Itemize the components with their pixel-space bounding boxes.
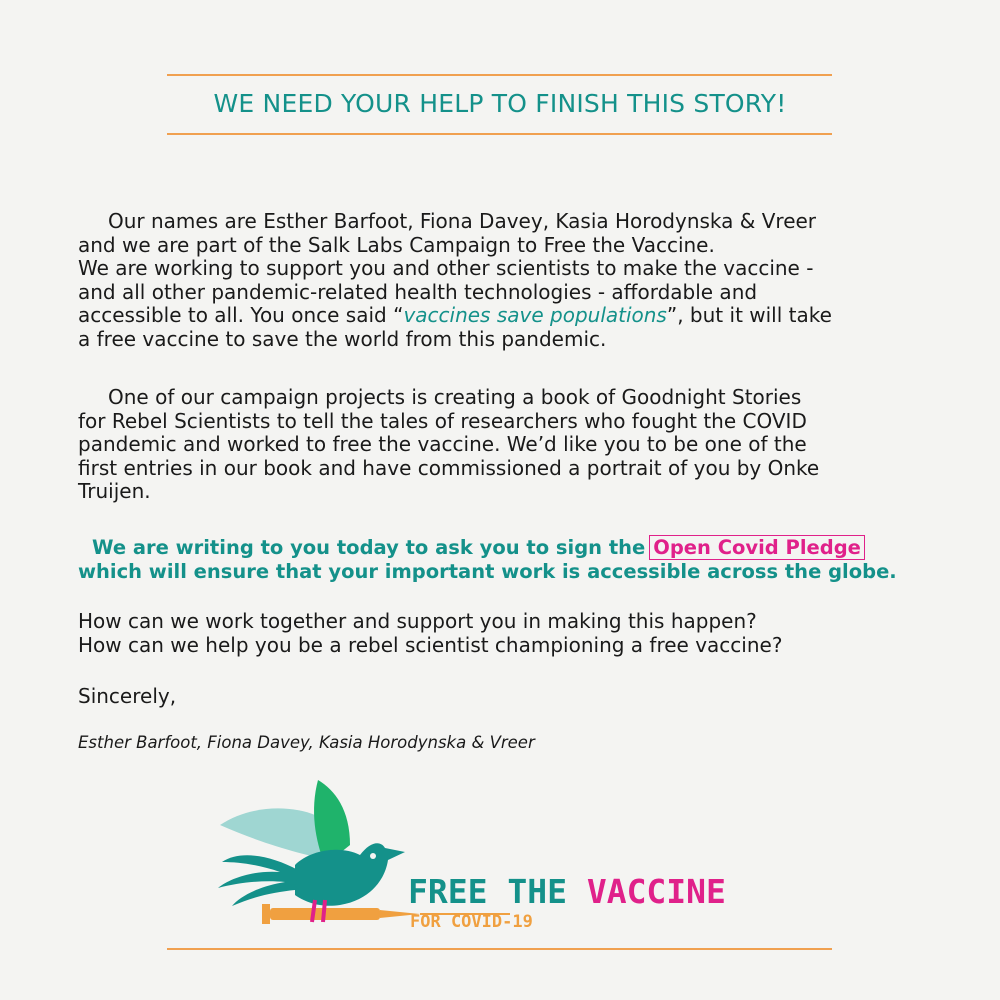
open-covid-pledge-link[interactable]: Open Covid Pledge (649, 535, 865, 560)
project-line: Truijen. (78, 479, 151, 504)
quote-text: vaccines save populations (403, 303, 667, 328)
project-paragraph (78, 386, 938, 504)
project-line: for Rebel Scientists to tell the tales of researchers who fought the COVID (78, 408, 807, 433)
intro-line: We are working to support you and other scientists to make the vaccine - (78, 256, 814, 281)
top-divider (167, 74, 832, 76)
question-line: How can we work together and support you in making this happen? (78, 609, 757, 633)
question-paragraph (78, 610, 938, 657)
intro-line: accessible to all. You once said “ (78, 303, 404, 328)
intro-line: and we are part of the Salk Labs Campaign to Free the Vaccine. (78, 232, 715, 257)
title-underline-divider (167, 133, 832, 135)
signature: Esther Barfoot, Fiona Davey, Kasia Horodynska & Vreer (78, 733, 535, 752)
intro-line: ”, but it will take (666, 303, 832, 328)
project-line: pandemic and worked to free the vaccine. We’d like you to be one of the (78, 432, 807, 457)
pledge-callout (78, 536, 938, 584)
logo-subtitle: FOR COVID-19 (410, 912, 533, 932)
intro-paragraph (78, 210, 938, 352)
project-line: One of our campaign projects is creating a book of Goodnight Stories (108, 385, 802, 409)
intro-line: Our names are Esther Barfoot, Fiona Davey, Kasia Horodynska & Vreer (108, 209, 817, 233)
page-title: WE NEED YOUR HELP TO FINISH THIS STORY! (213, 89, 787, 118)
callout-text: We are writing to you today to ask you to sign the (92, 536, 646, 559)
project-line: first entries in our book and have commissioned a portrait of you by Onke (78, 455, 820, 480)
logo-word-free-the: FREE THE (408, 872, 567, 911)
intro-line: and all other pandemic-related health technologies - affordable and (78, 279, 758, 304)
logo-title (408, 872, 726, 912)
callout-text: which will ensure that your important work is accessible across the globe. (78, 560, 897, 583)
closing-salutation: Sincerely, (78, 684, 177, 708)
bottom-divider (167, 948, 832, 950)
intro-line: a free vaccine to save the world from this pandemic. (78, 326, 607, 351)
question-line: How can we help you be a rebel scientist championing a free vaccine? (78, 632, 783, 657)
logo-word-vaccine: VACCINE (586, 872, 726, 911)
